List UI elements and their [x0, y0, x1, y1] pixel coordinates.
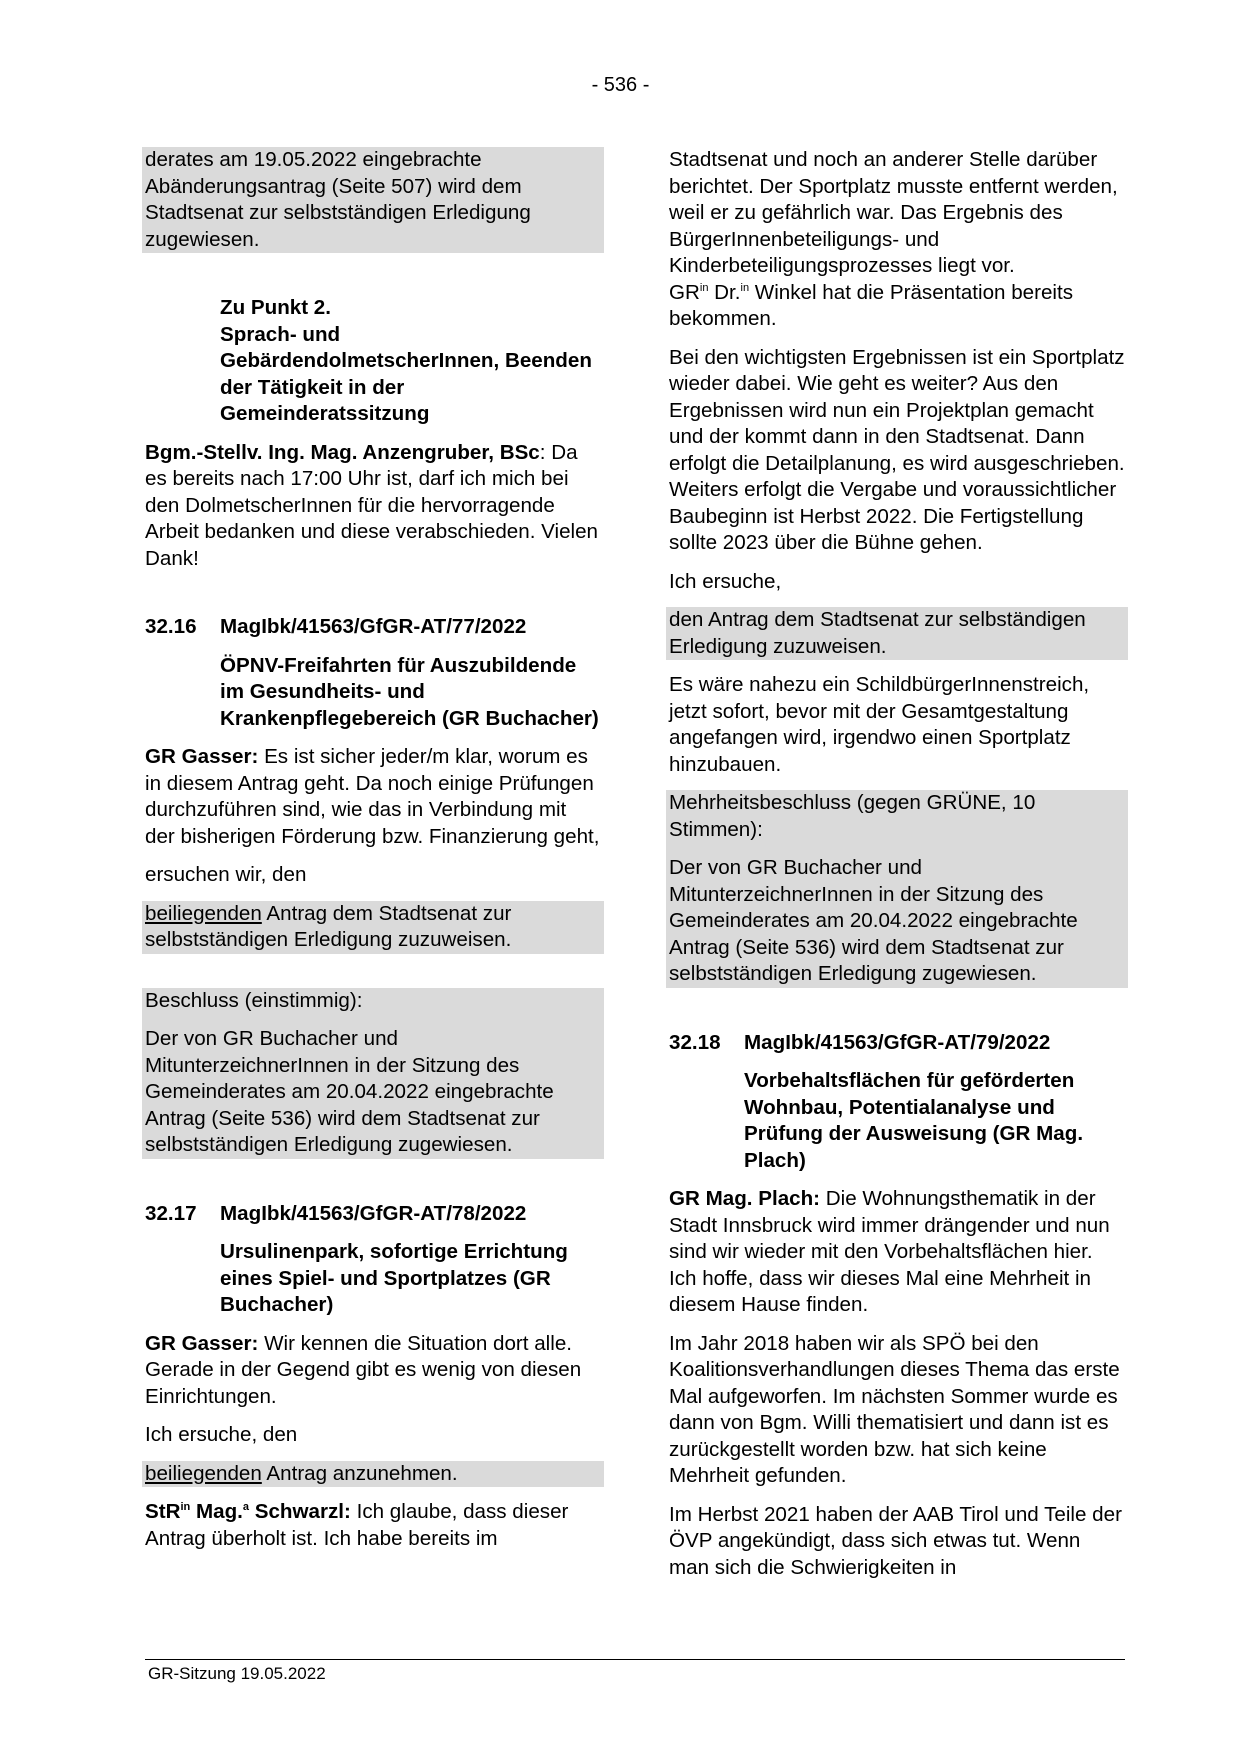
speech-paragraph [669, 1186, 1125, 1319]
item-number: 32.16 [145, 615, 197, 638]
speech-text: Wir kennen die Situation dort alle. Gerade in der Gegend gibt es wenig von diesen Einrichtungen. [145, 1331, 582, 1408]
speaker-name: GR Gasser: [145, 745, 259, 768]
speech-paragraph: Im Herbst 2021 haben der AAB Tirol und Teile der ÖVP angekündigt, dass sich etwas tut. Wenn man sich die Schwierigkeiten in [669, 1502, 1122, 1579]
item-reference: MagIbk/41563/GfGR-AT/78/2022 [220, 1201, 527, 1225]
speech-text: Die Wohnungsthematik in der Stadt Innsbruck wird immer drängender und nun sind wir wieder mit den Vorbehaltsflächen hier. Ich hoffe, dass wir dieses Mal eine Mehrheit in diesem Hause finden. [669, 1187, 1110, 1316]
resolution-block-16 [142, 988, 604, 1159]
speaker-name: GR Mag. Plach: [669, 1187, 821, 1210]
resolution-block-17 [666, 790, 1128, 988]
resolution-heading: Beschluss (einstimmig): [145, 988, 363, 1012]
footer-divider [145, 1659, 1125, 1660]
speech-paragraph [145, 744, 601, 850]
motion-text: den Antrag dem Stadtsenat zur selbständigen Erledigung zuzuweisen. [666, 607, 1128, 660]
item-number: 32.17 [145, 1201, 197, 1225]
punkt-title: Sprach- und GebärdendolmetscherInnen, Beenden der Tätigkeit in der Gemeinderatssitzung [220, 322, 592, 425]
left-column [145, 147, 601, 1564]
item-title-16: ÖPNV-Freifahrten für Auszubildende im Gesundheits- und Krankenpflegebereich (GR Buchacher) [220, 653, 599, 730]
speech-text: Es ist sicher jeder/m klar, worum es in diesem Antrag geht. Da noch einige Prüfungen durchzuführen sind, wie das in Verbindung mit der bisherigen Förderung bzw. Finanzierung geht, [145, 745, 600, 848]
agenda-item-header-17 [145, 1201, 601, 1228]
item-number: 32.18 [669, 1030, 721, 1054]
resolution-heading: Mehrheitsbeschluss (gegen GRÜNE, 10 Stimmen): [669, 791, 1036, 841]
speech-paragraph [145, 1331, 601, 1411]
item-reference: MagIbk/41563/GfGR-AT/79/2022 [744, 1030, 1051, 1054]
right-column [669, 147, 1125, 1593]
footer-text: GR-Sitzung 19.05.2022 [148, 1664, 326, 1683]
motion-rest: Antrag dem Stadtsenat zur selbstständigen Erledigung zuzuweisen. [145, 901, 512, 951]
item-title-17: Ursulinenpark, sofortige Errichtung eines Spiel- und Sportplatzes (GR Buchacher) [220, 1240, 568, 1316]
motion-text [142, 901, 604, 954]
agenda-item-header-18 [669, 1030, 1125, 1057]
speech-paragraph: Im Jahr 2018 haben wir als SPÖ bei den Koalitionsverhandlungen dieses Thema das erste Mal aufgeworfen. Im nächsten Sommer wurde es dann von Bgm. Willi thematisiert und dann ist es zurückgestellt worden bzw. hat sich keine Mehrheit gefunden. [669, 1331, 1120, 1487]
motion-underlined: beiliegenden [145, 1461, 262, 1485]
agenda-item-header-16 [145, 614, 601, 641]
speaker-name: GR Gasser: [145, 1331, 259, 1355]
punkt-heading: Zu Punkt 2. [220, 296, 331, 319]
speech-text: Da es bereits nach 17:00 Uhr ist, darf ich mich bei den DolmetscherInnen für die hervorragende Arbeit bedanken und diese verabschieden. Vielen Dank! [145, 440, 599, 570]
speaker-name: Bgm.-Stellv. Ing. Mag. Anzengruber, BSc [145, 440, 540, 464]
speech-paragraph: Bgm.-Stellv. Ing. Mag. Anzengruber, BSc: Da es bereits nach 17:00 Uhr ist, darf ich mich bei den DolmetscherInnen für die hervorragende Arbeit bedanken und diese verabschieden. Vielen Dank! [145, 440, 599, 570]
resolution-continued: derates am 19.05.2022 eingebrachte Abänderungsantrag (Seite 507) wird dem Stadtsenat zur selbstständigen Erledigung zugewiesen. [142, 147, 604, 253]
speech-paragraph: Es wäre nahezu ein SchildbürgerInnenstreich, jetzt sofort, bevor mit der Gesamtgestaltung angefangen wird, irgendwo einen Sportplatz hinzubauen. [669, 673, 1090, 776]
speech-paragraph: Bei den wichtigsten Ergebnissen ist ein Sportplatz wieder dabei. Wie geht es weiter? Aus den Ergebnissen wird nun ein Projektplan gemacht und der kommt dann in den Stadtsenat. Dann erfolgt die Detailplanung, es wird ausgeschrieben. Weiters erfolgt die Vergabe und voraussichtlicher Baubeginn ist Herbst 2022. Die Fertigstellung sollte 2023 über die Bühne gehen. [669, 345, 1125, 554]
speech-text: Ich glaube, dass dieser Antrag überholt ist. Ich habe bereits im [145, 1500, 569, 1550]
request-text: Ich ersuche, den [145, 1423, 298, 1446]
speaker-name: StR$^{in}$ Mag.$^a$ Schwarzl: [145, 1500, 351, 1523]
motion-text [142, 1461, 604, 1488]
punkt-heading-block [220, 295, 601, 428]
item-reference: MagIbk/41563/GfGR-AT/77/2022 [220, 615, 527, 638]
motion-underlined: beiliegenden [145, 901, 262, 925]
request-text: ersuchen wir, den [145, 863, 307, 886]
item-title-18: Vorbehaltsflächen für geförderten Wohnbau, Potentialanalyse und Prüfung der Ausweisung (GR Mag. Plach) [744, 1069, 1084, 1172]
resolution-text: Der von GR Buchacher und MitunterzeichnerInnen in der Sitzung des Gemeinderates am 20.04.2022 eingebrachte Antrag (Seite 536) wird dem Stadtsenat zur selbstständigen Erledigung zugewiesen. [145, 1027, 554, 1156]
speech-paragraph [145, 1499, 601, 1552]
request-text: Ich ersuche, [669, 569, 782, 593]
resolution-text: Der von GR Buchacher und MitunterzeichnerInnen in der Sitzung des Gemeinderates am 20.04.2022 eingebrachte Antrag (Seite 536) wird dem Stadtsenat zur selbstständigen Erledigung zugewiesen. [669, 856, 1078, 985]
speech-continued: Stadtsenat und noch an anderer Stelle darüber berichtet. Der Sportplatz musste entfernt werden, weil er zu gefährlich war. Das Ergebnis des BürgerInnenbeteiligungs- und Kinderbeteiligungsprozesses liegt vor. $GR^{in}$ Dr.$^{in}$ Winkel hat die Präsentation bereits bekommen. [669, 148, 1118, 330]
page-number: - 536 - [591, 74, 650, 96]
motion-rest: Antrag anzunehmen. [266, 1461, 458, 1485]
